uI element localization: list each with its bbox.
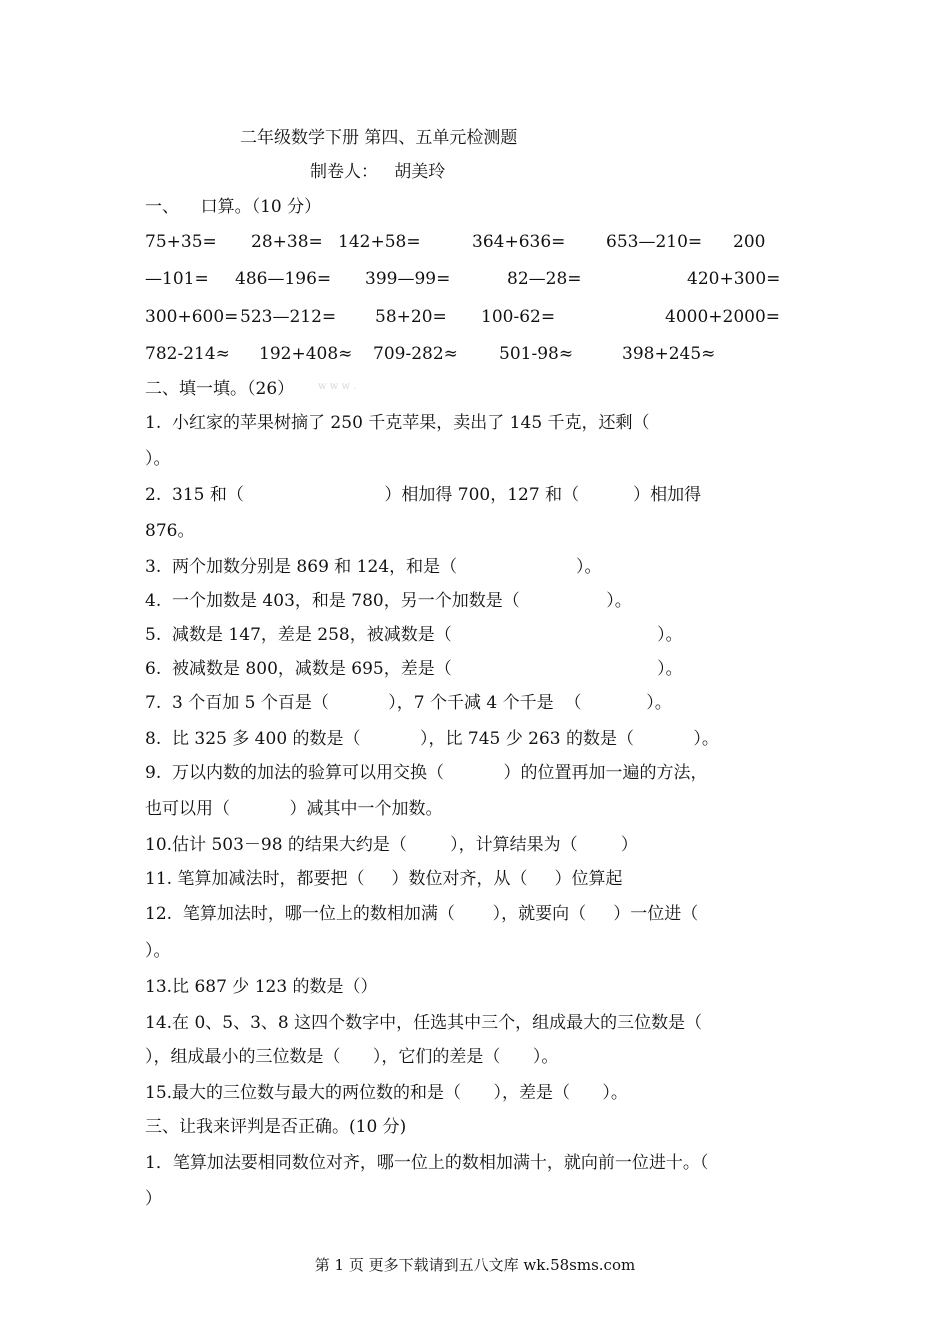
author-line: 制卷人： 胡美玲 <box>310 162 446 182</box>
fill-question: 6. 被减数是 800，减数是 695，差是（ ）。 <box>145 659 683 679</box>
calc-item: 4000+2000= <box>665 307 781 327</box>
page-footer: 第 1 页 更多下载请到五八文库 wk.58sms.com <box>314 1256 636 1274</box>
calc-item: 420+300= <box>687 269 781 289</box>
calc-item: 709-282≈ <box>373 344 458 364</box>
fill-question: 8. 比 325 多 400 的数是（ ），比 745 少 263 的数是（ ）。 <box>145 729 719 749</box>
section-3-heading: 三、让我来评判是否正确。(10 分) <box>145 1117 407 1137</box>
calc-item: 364+636= <box>472 232 566 252</box>
calc-item: 75+35= <box>145 232 217 252</box>
judge-question-cont: ） <box>145 1189 162 1209</box>
calc-item: 653—210= <box>606 232 703 252</box>
fill-question: 12. 笔算加法时，哪一位上的数相加满（ ），就要向（ ）一位进（ <box>145 904 699 924</box>
fill-question-cont: 876。 <box>145 521 195 541</box>
section-2-heading: 二、填一填。（26） <box>145 379 295 399</box>
calc-item: 486—196= <box>235 269 332 289</box>
calc-item: 100-62= <box>481 307 556 327</box>
calc-item: 399—99= <box>365 269 451 289</box>
calc-item: 82—28= <box>507 269 582 289</box>
fill-question: 9. 万以内数的加法的验算可以用交换（ ）的位置再加一遍的方法， <box>145 763 708 783</box>
calc-item: 28+38= <box>251 232 323 252</box>
section-1-heading: 一、 口算。（10 分） <box>145 197 322 217</box>
fill-question: 3. 两个加数分别是 869 和 124，和是（ ）。 <box>145 557 602 577</box>
fill-question: 13.比 687 少 123 的数是（） <box>145 977 378 997</box>
fill-question: 7. 3 个百加 5 个百是（ ），7 个千减 4 个千是 （ ）。 <box>145 693 672 713</box>
calc-item: 398+245≈ <box>622 344 716 364</box>
judge-question: 1．笔算加法要相同数位对齐，哪一位上的数相加满十，就向前一位进十。（ <box>145 1153 709 1173</box>
fill-question-cont: ）。 <box>145 941 171 961</box>
calc-item: 782-214≈ <box>145 344 230 364</box>
fill-question: 5. 减数是 147，差是 258，被减数是（ ）。 <box>145 625 683 645</box>
fill-question: 10.估计 503－98 的结果大约是（ ），计算结果为（ ） <box>145 835 638 855</box>
calc-item: 142+58= <box>338 232 421 252</box>
fill-question: 15.最大的三位数与最大的两位数的和是（ ），差是（ ）。 <box>145 1083 628 1103</box>
calc-item: 200 <box>733 232 766 252</box>
fill-question-cont: 也可以用（ ）减其中一个加数。 <box>145 799 443 819</box>
calc-item: 58+20= <box>375 307 447 327</box>
fill-question: 1. 小红家的苹果树摘了 250 千克苹果，卖出了 145 千克，还剩（ <box>145 413 650 433</box>
fill-question: 11. 笔算加减法时，都要把（ ）数位对齐，从（ ）位算起 <box>145 869 623 889</box>
calc-item: 300+600= <box>145 307 239 327</box>
calc-item: —101= <box>145 269 209 289</box>
fill-question-cont: ）。 <box>145 449 171 469</box>
calc-item: 523—212= <box>240 307 337 327</box>
fill-question: 4. 一个加数是 403，和是 780，另一个加数是（ ）。 <box>145 591 632 611</box>
fill-question: 14.在 0、5、3、8 这四个数字中，任选其中三个，组成最大的三位数是（ <box>145 1013 703 1033</box>
page-title: 二年级数学下册 第四、五单元检测题 <box>240 128 518 148</box>
calc-item: 192+408≈ <box>259 344 353 364</box>
fill-question-cont: ），组成最小的三位数是（ ），它们的差是（ ）。 <box>145 1047 559 1067</box>
fill-question: 2. 315 和（ ）相加得 700，127 和（ ）相加得 <box>145 485 702 505</box>
calc-item: 501-98≈ <box>499 344 574 364</box>
watermark-text: w w w . <box>318 381 357 392</box>
